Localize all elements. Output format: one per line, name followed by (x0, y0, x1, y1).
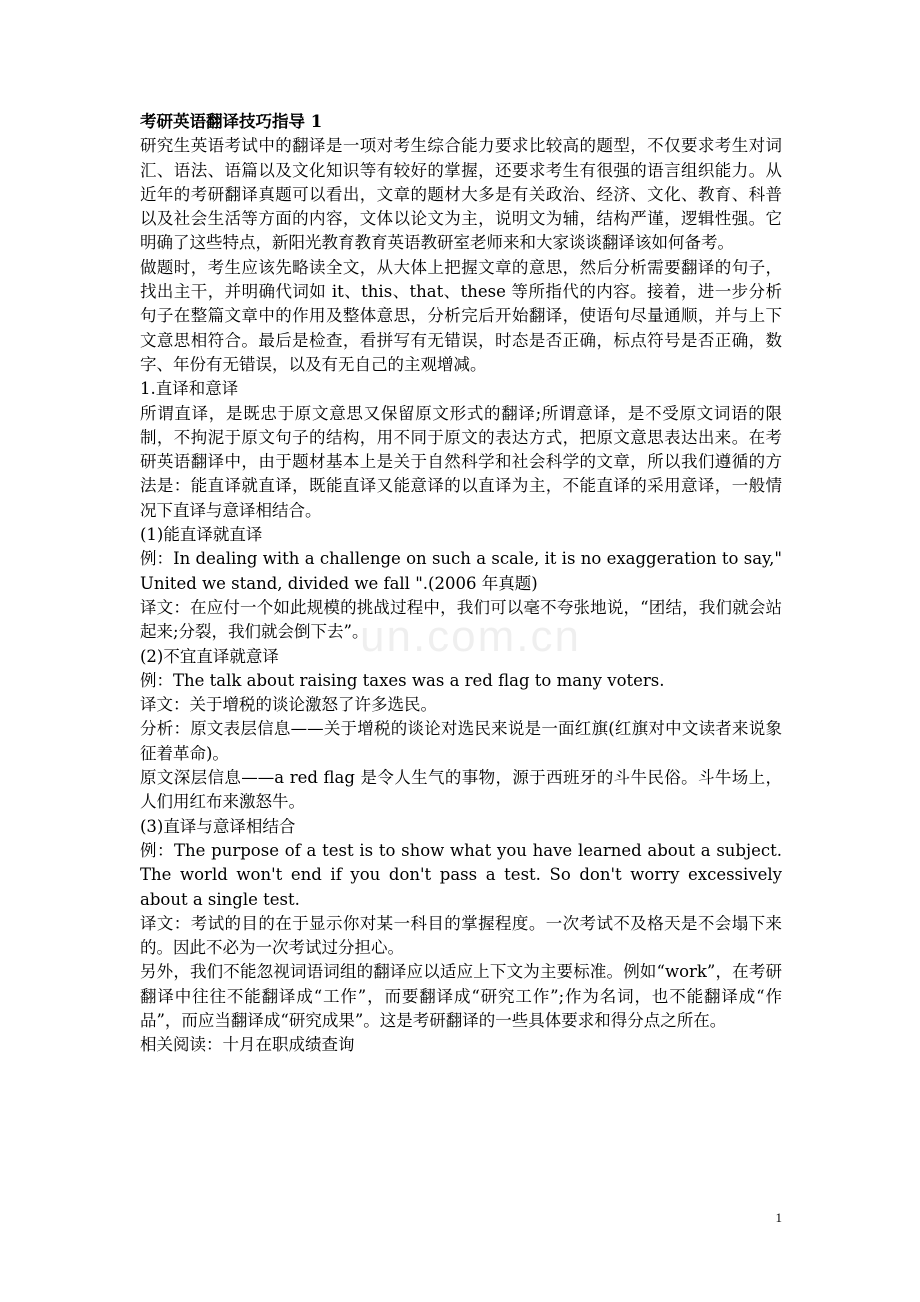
translation-2: 译文：关于增税的谈论激怒了许多选民。 (140, 695, 437, 715)
document-title: 考研英语翻译技巧指导 1 (140, 112, 323, 131)
translation-3: 译文：考试的目的在于显示你对某一科目的掌握程度。一次考试不及格天是不会塌下来的。因此不必为一次考试过分担心。 (140, 913, 782, 958)
subheading-1: (1)能直译就直译 (140, 525, 263, 545)
analysis-deep: 原文深层信息——a red flag 是令人生气的事物，源于西班牙的斗牛民俗。斗牛场上，人们用红布来激怒牛。 (140, 768, 782, 812)
paragraph-context: 另外，我们不能忽视词语词组的翻译应以适应上下文为主要标准。例如“work”，在考研翻译中往往不能翻译成“工作”，而要翻译成“研究工作”;作为名词，也不能翻译成“作品”，而应当翻译成“研究成果”。这是考研翻译的一些具体要求和得分点之所在。 (140, 962, 782, 1030)
translation-1: 译文：在应付一个如此规模的挑战过程中，我们可以毫不夸张地说，“团结，我们就会站起来;分裂，我们就会倒下去”。 (140, 597, 782, 642)
page-number: 1 (775, 1210, 782, 1225)
example-2: 例：The talk about raising taxes was a red flag to many voters. (140, 670, 665, 690)
paragraph-definition: 所谓直译，是既忠于原文意思又保留原文形式的翻译;所谓意译，是不受原文词语的限制，不拘泥于原文句子的结构，用不同于原文的表达方式，把原文意思表达出来。在考研英语翻译中，由于题材基本上是关于自然科学和社会科学的文章，所以我们遵循的方法是：能直译就直译，既能直译又能意译的以直译为主，不能直译的采用意译，一般情况下直译与意译相结合。 (140, 403, 782, 520)
example-1: 例：In dealing with a challenge on such a scale, it is no exaggeration to say," United we stand, divided we fall ".(2006 年真题) (140, 549, 782, 593)
watermark: un.com.cn (360, 612, 581, 661)
paragraph-method: 做题时，考生应该先略读全文，从大体上把握文章的意思，然后分析需要翻译的句子，找出主干，并明确代词如 it、this、that、these 等所指代的内容。接着，进一步分析句子在整篇文章中的作用及整体意思，分析完后开始翻译，使语句尽量通顺，并与上下文意思相符合。最后是检查，看拼写有无错误，时态是否正确，标点符号是否正确，数字、年份有无错误，以及有无自己的主观增减。 (140, 257, 782, 374)
related-reading-link[interactable]: 相关阅读：十月在职成绩查询 (140, 1035, 355, 1055)
section-heading-literal-free: 1.直译和意译 (140, 379, 239, 399)
paragraph-intro: 研究生英语考试中的翻译是一项对考生综合能力要求比较高的题型，不仅要求考生对词汇、语法、语篇以及文化知识等有较好的掌握，还要求考生有很强的语言组织能力。从近年的考研翻译真题可以看出，文章的题材大多是有关政治、经济、文化、教育、科普以及社会生活等方面的内容，文体以论文为主，说明文为辅，结构严谨，逻辑性强。它明确了这些特点，新阳光教育教育英语教研室老师来和大家谈谈翻译该如何备考。 (140, 136, 782, 253)
document-body (140, 110, 782, 1058)
example-3: 例：The purpose of a test is to show what you have learned about a subject. The world won't end if you don't pass a test. So don't worry excessively about a single test. (140, 840, 782, 909)
analysis-surface: 分析：原文表层信息——关于增税的谈论对选民来说是一面红旗(红旗对中文读者来说象征着革命)。 (140, 719, 782, 763)
subheading-2: (2)不宜直译就意译 (140, 646, 279, 666)
subheading-3: (3)直译与意译相结合 (140, 816, 296, 836)
